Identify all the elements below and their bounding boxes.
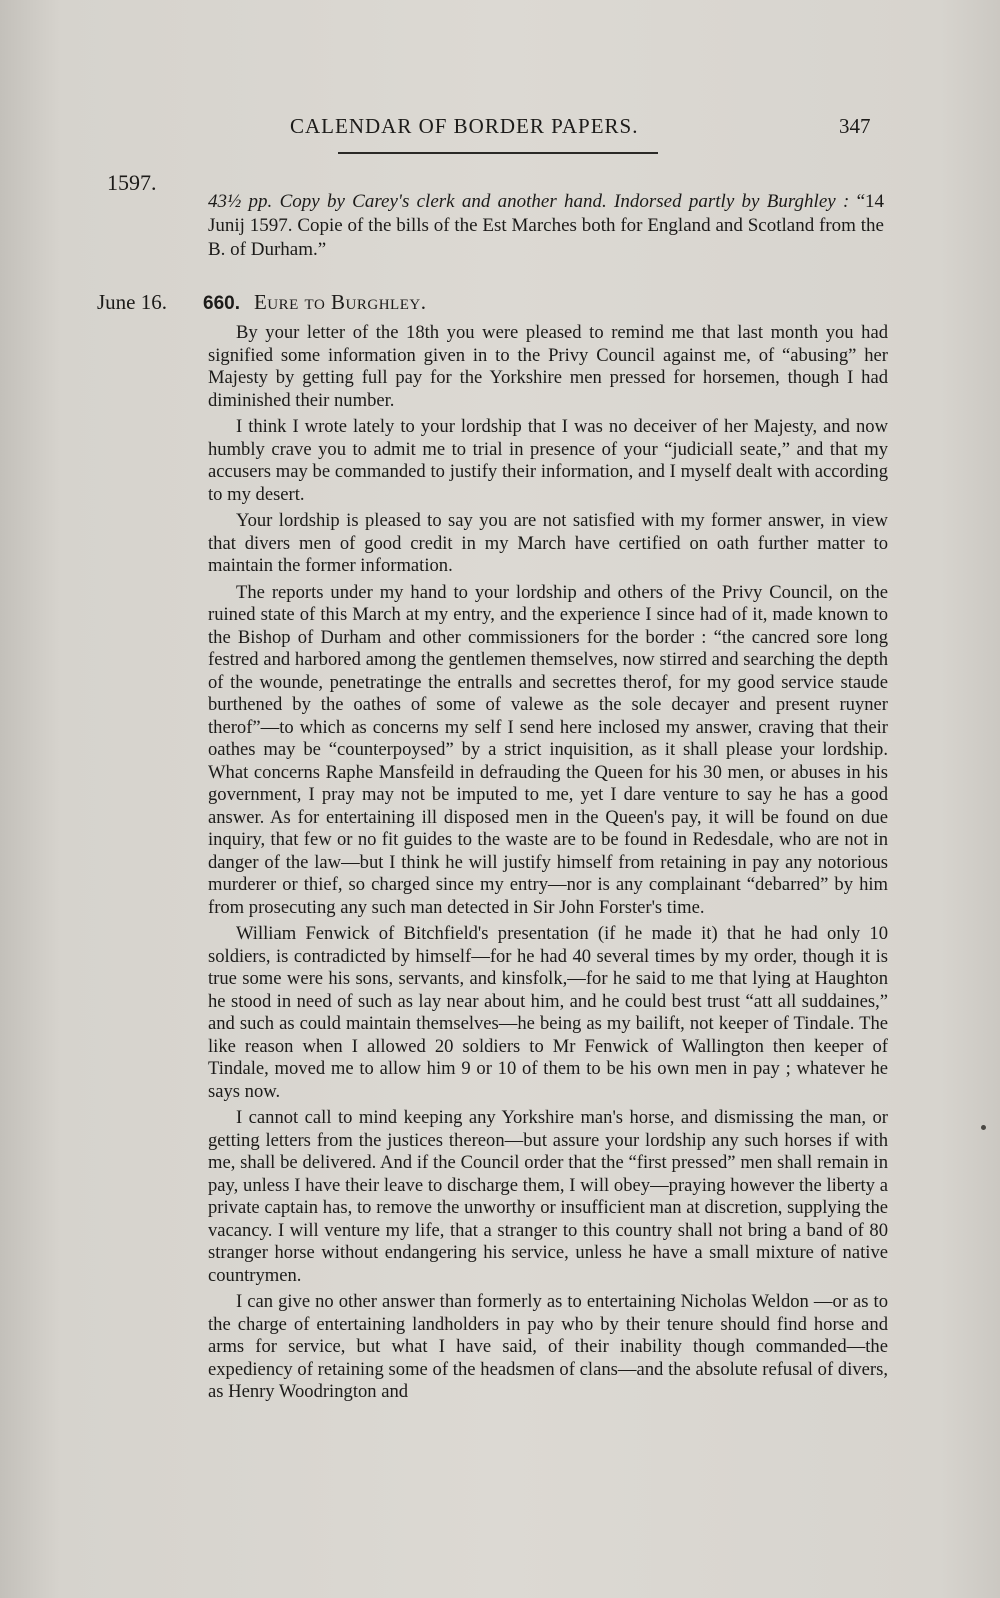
paragraph: William Fenwick of Bitchfield's presentation (if he made it) that he had only 10 soldiers, is contradicted by himself—for he had 40 several times by my order, though it is true some were his sons, servants, and kinsfolk,—for he said to me that lying at Haughton he stood in need of such as lay near about him, and he could best trust “att all suddaines,” and such as could maintain themselves—he being as my bailift, not keeper of Tindale. The like reason when I allowed 20 soldiers to Mr Fenwick of Wallington then keeper of Tindale, moved me to allow him 9 or 10 of them to be his own men in pay ; whatever he says now. (208, 923, 888, 1102)
letter-body (208, 322, 888, 1404)
entry-date: June 16. (97, 290, 167, 314)
margin-speck (981, 1125, 986, 1130)
note-pages: 43½ pp. (208, 191, 273, 212)
year-marginal: 1597. (107, 170, 157, 195)
running-header-title: CALENDAR OF BORDER PAPERS. (290, 114, 639, 138)
page-number: 347 (839, 114, 871, 138)
document-note (208, 190, 884, 262)
paragraph: I can give no other answer than formerly as to entertaining Nicholas Weldon —or as to the charge of entertaining landholders in pay who by their tenure should find horse and arms for service, but what I have said, of their inability though commanded—the expediency of retaining some of the headsmen of clans—and the absolute refusal of divers, as Henry Woodrington and (208, 1291, 888, 1402)
note-indorsement: “14 Junij 1597. Copie of the bills of the Est Marches both for England and Scotland from the B. of Durham.” (208, 191, 885, 260)
paragraph: The reports under my hand to your lordship and others of the Privy Council, on the ruined state of this March at my entry, and the experience I since had of it, made known to the Bishop of Durham and other commissioners for the border : “the cancred sore long festred and harbored among the gentlemen themselves, now stirred and searching the depth of the wounde, penetratinge the entralls and secrettes therof, for my good service staude burthened by the oathes of some of valewe as the sole decayer and present ruyner therof”—to which as concerns my self I send here inclosed my answer, craving that their oathes may be “counterpoysed” by a strict inquisition, as it shall please your lordship. What concerns Raphe Mansfeild in defrauding the Queen for his 30 men, or abuses in his government, I pray may not be imputed to me, yet I dare venture to say he has a good answer. As for entertaining ill disposed men in the Queen's pay, it will be found on due inquiry, that few or no fit guides to the waste are to be found in Redesdale, who are not in danger of the law—but I think he will justify himself from retaining in pay any notorious murderer or thief, so charged since my entry—nor is any complainant “debarred” by him from prosecuting any such man detected in Sir John Forster's time. (208, 581, 888, 918)
paragraph: By your letter of the 18th you were pleased to remind me that last month you had signified some information given in to the Privy Council against me, of “abusing” her Majesty by getting full pay for the Yorkshire men pressed for horsemen, though I had diminished their number. (208, 322, 888, 411)
paragraph: I think I wrote lately to your lordship that I was no deceiver of her Majesty, and now humbly crave you to admit me to trial in presence of your “judiciall seate,” and that my accusers may be commanded to justify their information, and I myself dealt with according to my desert. (208, 416, 888, 505)
header-rule (338, 152, 658, 154)
entry-title: Eure to Burghley. (253, 290, 427, 314)
entry-heading (203, 290, 426, 315)
entry-number: 660. (203, 293, 240, 314)
paragraph: I cannot call to mind keeping any Yorkshire man's horse, and dismissing the man, or getting letters from the justices thereon—but assure your lordship any such horses if with me, shall be delivered. And if the Council order that the “first pressed” men shall remain in pay, unless I have their leave to discharge them, I will obey—praying however the liberty a private captain has, to remove the unworthy or insufficient man at discretion, supplying the vacancy. I will venture my life, that a stranger to this country shall not bring a band of 80 stranger horse without endangering his service, unless he have a small mixture of native countrymen. (208, 1107, 888, 1286)
paragraph: Your lordship is pleased to say you are not satisfied with my former answer, in view that divers men of good credit in my March have certified on oath further matter to maintain the former information. (208, 510, 888, 576)
note-copy: Copy by Carey's clerk and another hand. Indorsed partly by Burghley : (279, 191, 850, 212)
